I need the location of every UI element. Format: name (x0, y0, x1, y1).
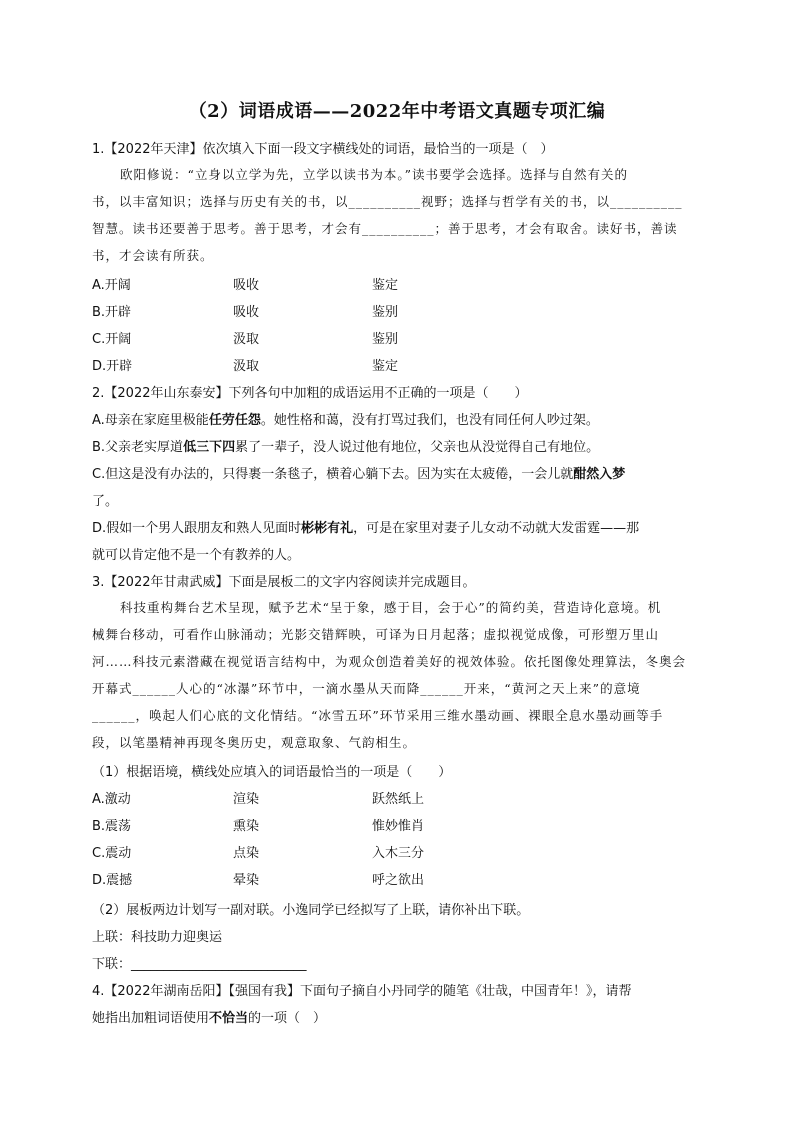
q2-option-d-cont: 就可以肯定他不是一个有教养的人。 (92, 548, 301, 563)
option-word: 鉴别 (372, 305, 399, 320)
q2-option-d (92, 517, 639, 536)
q3-passage-line: 段，以笔墨精神再现冬奥历史，观意取象、气韵相生。 (92, 735, 417, 750)
option-label: A.开阔 (92, 278, 131, 293)
q2-option-b (92, 436, 599, 455)
q1-passage-line: 欧阳修说：“立身以立学为先，立学以读书为本。”读书要学会选择。选择与自然有关的 (120, 167, 629, 182)
option-label: B.开辟 (92, 305, 132, 320)
option-label: A.激动 (92, 792, 131, 807)
text: A.母亲在家庭里极能 (92, 413, 209, 428)
option-word: 惟妙惟肖 (372, 819, 425, 834)
q1-passage-line: 书，才会读有所获。 (92, 248, 214, 263)
q2-stem: 2.【2022年山东泰安】下列各句中加粗的成语运用不正确的一项是（ ） (92, 386, 528, 401)
q2-option-a (92, 409, 599, 428)
q3-sub2: （2）展板两边计划写一副对联。小逸同学已经拟写了上联，请你补出下联。 (92, 903, 530, 918)
option-label: C.开阔 (92, 332, 132, 347)
option-word: 鉴定 (372, 359, 399, 374)
text: 。她性格和蔼，没有打骂过我们，也没有同任何人吵过架。 (260, 413, 599, 428)
q1-passage-line: 书，以丰富知识；选择与历史有关的书，以__________视野；选择与哲学有关的书，以__________ (92, 194, 683, 209)
text: C.但这是没有办法的，只得裹一条毯子，横着心躺下去。因为实在太疲倦，一会儿就 (92, 467, 574, 482)
option-label: D.震撼 (92, 873, 133, 888)
q2-option-c-cont: 了。 (92, 494, 119, 509)
q3-passage-line: ______，唤起人们心底的文化情结。“冰雪五环”环节采用三维水墨动画、裸眼全息水墨动画等手 (92, 708, 664, 723)
option-word: 跃然纸上 (372, 792, 425, 807)
text: B.父亲老实厚道 (92, 440, 184, 455)
option-word: 晕染 (233, 873, 260, 888)
option-word: 吸收 (233, 278, 260, 293)
q3-passage-line: 科技重构舞台艺术呈现，赋予艺术“呈于象，感于目，会于心”的简约美，营造诗化意境。机 (120, 600, 662, 615)
text: 她指出加粗词语使用 (92, 1011, 210, 1026)
text: D.假如一个男人跟朋友和熟人见面时 (92, 521, 302, 536)
text: 的一项（ ） (248, 1011, 327, 1026)
page-title: （2）词语成语——2022年中考语文真题专项汇编 (188, 101, 606, 122)
q1-stem: 1.【2022年天津】依次填入下面一段文字横线处的词语，最恰当的一项是（ ） (92, 142, 554, 157)
option-label: C.震动 (92, 846, 132, 861)
bold-idiom: 酣然入梦 (573, 467, 626, 482)
option-word: 吸收 (233, 305, 260, 320)
option-word: 鉴定 (372, 278, 399, 293)
q1-passage-line: 智慧。读书还要善于思考。善于思考，才会有__________；善于思考，才会有取舍。读好书，善读 (92, 221, 678, 236)
q3-upper-couplet: 上联：科技助力迎奥运 (92, 930, 223, 945)
option-word: 点染 (233, 846, 260, 861)
text: ，可是在家里对妻子儿女动不动就大发雷霆——那 (353, 521, 640, 536)
q2-option-c (92, 463, 625, 482)
bold-word: 不恰当 (209, 1011, 249, 1026)
q3-passage-line: 开幕式______人心的“冰瀑”环节中，一滴水墨从天而降______开来，“黄河之天上来”的意境 (92, 681, 641, 696)
option-word: 入木三分 (372, 846, 425, 861)
bold-idiom: 任劳任怨 (208, 413, 261, 428)
q4-stem-cont (92, 1007, 326, 1026)
option-word: 汲取 (233, 359, 260, 374)
q3-passage-line: 河……科技元素潜藏在视觉语言结构中，为观众创造着美好的视效体验。依托图像处理算法，冬奥会 (92, 654, 687, 669)
q3-passage-line: 械舞台移动，可看作山脉涌动；光影交错辉映，可译为日月起落；虚拟视觉成像，可形塑万里山 (92, 627, 660, 642)
bold-idiom: 彬彬有礼 (301, 521, 354, 536)
q3-lower-couplet: 下联：___________________________ (92, 957, 307, 972)
q3-sub1: （1）根据语境，横线处应填入的词语最恰当的一项是（ ） (92, 765, 452, 780)
text: 累了一辈子，没人说过他有地位，父亲也从没觉得自己有地位。 (235, 440, 600, 455)
option-word: 汲取 (233, 332, 260, 347)
option-word: 渲染 (233, 792, 260, 807)
q4-stem: 4.【2022年湖南岳阳】【强国有我】下面句子摘自小丹同学的随笔《壮哉，中国青年！》，请帮 (92, 984, 632, 999)
option-label: D.开辟 (92, 359, 133, 374)
option-label: B.震荡 (92, 819, 132, 834)
bold-idiom: 低三下四 (183, 440, 236, 455)
option-word: 呼之欲出 (372, 873, 425, 888)
q3-stem: 3.【2022年甘肃武威】下面是展板二的文字内容阅读并完成题目。 (92, 575, 476, 590)
option-word: 鉴别 (372, 332, 399, 347)
option-word: 熏染 (233, 819, 260, 834)
